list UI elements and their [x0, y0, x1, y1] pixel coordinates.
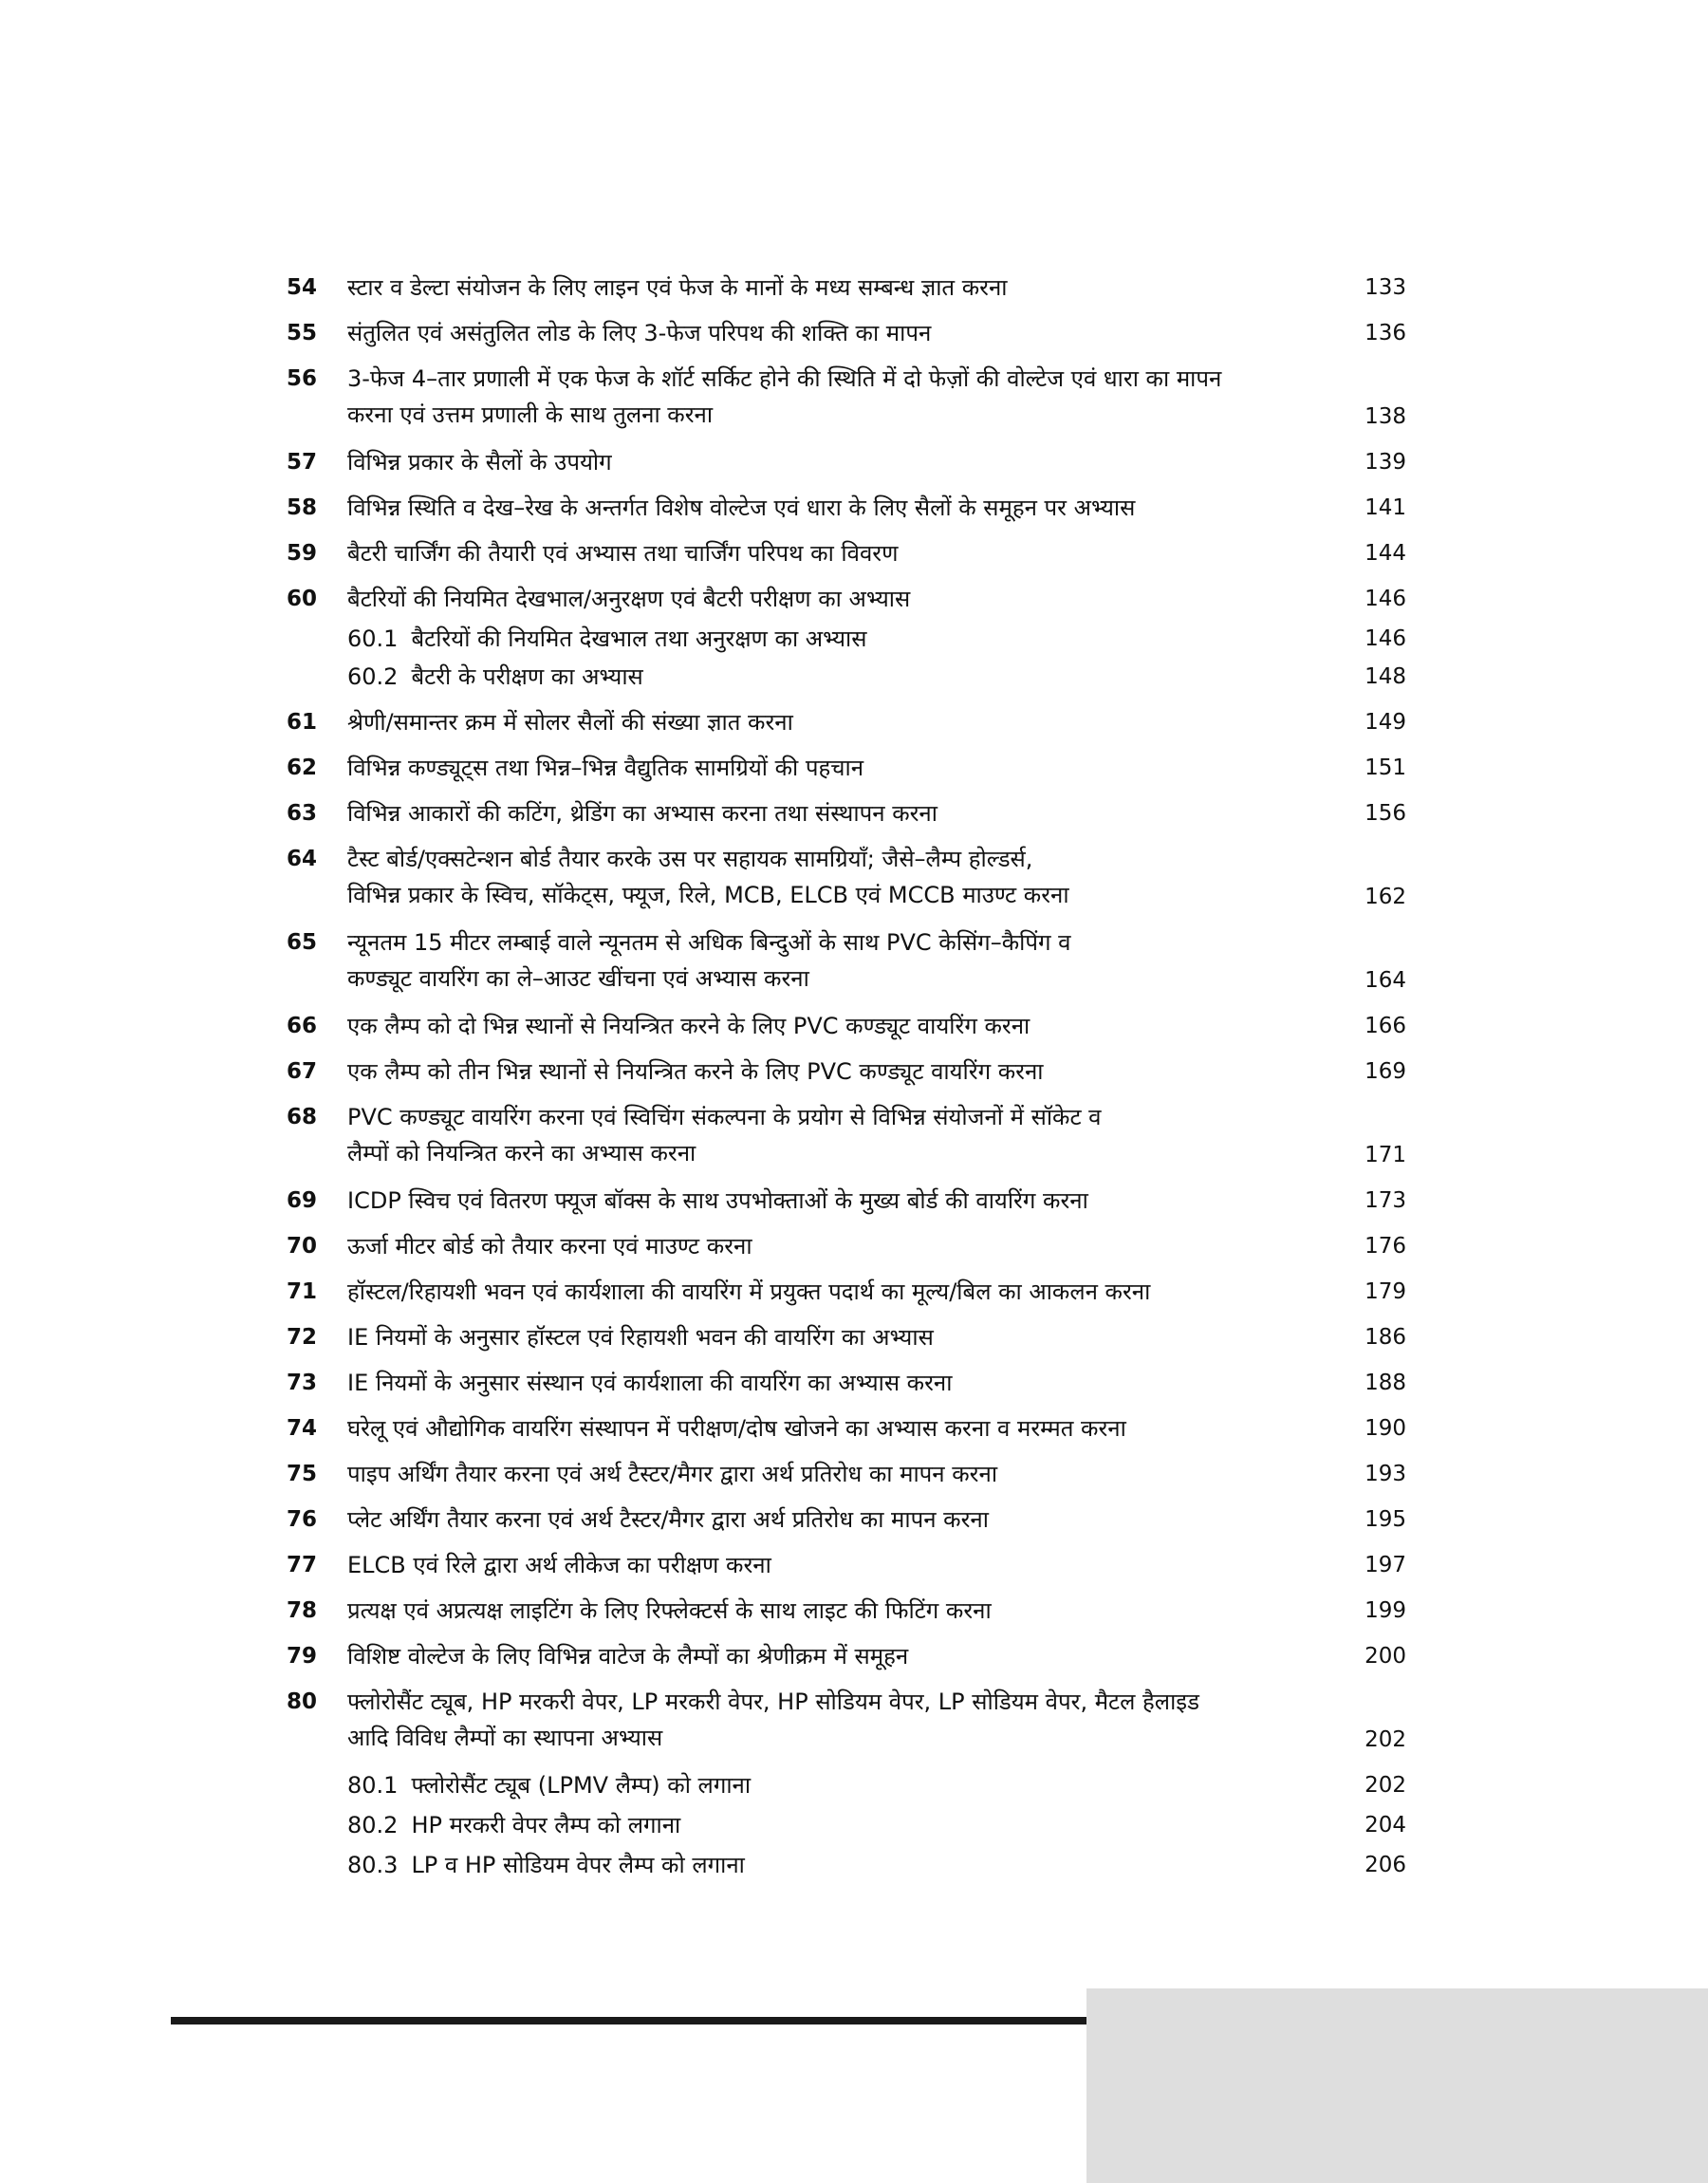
- toc-entry-title: [347, 535, 1334, 571]
- toc-entry-number: 68: [287, 1105, 318, 1129]
- toc-entry: [0, 1773, 1708, 1811]
- toc-entry: [0, 1553, 1708, 1591]
- toc-entry-number: 55: [287, 321, 318, 345]
- toc-entry-line: 3-फेज 4–तार प्रणाली में एक फेज के शॉर्ट सर्किट होने की स्थिति में दो फेज़ों की वोल्टेज एवं धारा का मापन: [347, 365, 1222, 392]
- toc-subentry-number: 60.1: [347, 625, 399, 652]
- toc-entry-line: प्रत्यक्ष एवं अप्रत्यक्ष लाइटिंग के लिए रिफ्लेक्टर्स के साथ लाइट की फिटिंग करना: [347, 1597, 992, 1624]
- toc-entry: [0, 930, 1708, 1006]
- toc-entry-number: 57: [287, 450, 318, 475]
- toc-entry-page: 162: [1365, 885, 1406, 909]
- toc-entry: [0, 450, 1708, 488]
- toc-entry-page: 151: [1365, 756, 1406, 780]
- toc-entry-page: 186: [1365, 1325, 1406, 1350]
- toc-entry-line: एक लैम्प को तीन भिन्न स्थानों से नियन्त्रित करने के लिए PVC कण्ड्यूट वायरिंग करना: [347, 1058, 1044, 1085]
- toc-entry-number: 59: [287, 541, 318, 566]
- toc-entry: [0, 495, 1708, 533]
- toc-entry-line: एक लैम्प को दो भिन्न स्थानों से नियन्त्रित करने के लिए PVC कण्ड्यूट वायरिंग करना: [347, 1013, 1030, 1039]
- toc-entry-line: पाइप अर्थिंग तैयार करना एवं अर्थ टैस्टर/मैगर द्वारा अर्थ प्रतिरोध का मापन करना: [347, 1461, 998, 1487]
- toc-entry: [0, 587, 1708, 625]
- toc-entry-page: 179: [1365, 1279, 1406, 1304]
- toc-entry-title: [347, 1365, 1334, 1401]
- toc-entry-title: [347, 1547, 1334, 1583]
- toc-entry-page: 144: [1365, 541, 1406, 566]
- toc-entry-line: श्रेणी/समान्तर क्रम में सोलर सैलों की संख्या ज्ञात करना: [347, 709, 793, 736]
- toc-entry-number: 76: [287, 1507, 318, 1532]
- toc-entry-page: 141: [1365, 495, 1406, 520]
- toc-entry-title: [347, 1099, 1334, 1171]
- footer-rule: [171, 2017, 1110, 2024]
- toc-entry-title: [347, 444, 1334, 480]
- toc-entry-page: 173: [1365, 1188, 1406, 1213]
- toc-subentry-number: 80.3: [347, 1852, 399, 1878]
- toc-entry-line: विशिष्ट वोल्टेज के लिए विभिन्न वाटेज के लैम्पों का श्रेणीक्रम में समूहन: [347, 1643, 909, 1670]
- toc-entry: [0, 1813, 1708, 1851]
- toc-entry-page: 202: [1365, 1773, 1406, 1798]
- toc-entry-title: [347, 1684, 1334, 1756]
- toc-entry-page: 199: [1365, 1598, 1406, 1623]
- toc-entry-line: टैस्ट बोर्ड/एक्सटेन्शन बोर्ड तैयार करके उस पर सहायक सामग्रियाँ; जैसे–लैम्प होल्डर्स,: [347, 846, 1033, 872]
- toc-entry: [0, 756, 1708, 793]
- toc-entry: [0, 1371, 1708, 1409]
- toc-entry-page: 146: [1365, 587, 1406, 611]
- toc-entry-number: 73: [287, 1371, 318, 1395]
- toc-entry-line: बैटरियों की नियमित देखभाल तथा अनुरक्षण का अभ्यास: [411, 625, 867, 652]
- toc-entry-title: [347, 704, 1334, 740]
- toc-entry-page: 200: [1365, 1644, 1406, 1669]
- toc-entry-page: 193: [1365, 1462, 1406, 1486]
- toc-entry: [0, 275, 1708, 313]
- toc-entry-page: 190: [1365, 1416, 1406, 1441]
- toc-entry-title: [347, 315, 1334, 351]
- toc-entry: [0, 1689, 1708, 1765]
- toc-subentry-number: 80.2: [347, 1812, 399, 1838]
- toc-entry-line: बैटरी चार्जिंग की तैयारी एवं अभ्यास तथा चार्जिंग परिपथ का विवरण: [347, 540, 899, 567]
- toc-entry-line: बैटरियों की नियमित देखभाल/अनुरक्षण एवं बैटरी परीक्षण का अभ्यास: [347, 586, 911, 612]
- toc-entry-title: [347, 1054, 1334, 1090]
- toc-entry-line: PVC कण्ड्यूट वायरिंग करना एवं स्विचिंग संकल्पना के प्रयोग से विभिन्न संयोजनों में सॉकेट व: [347, 1104, 1102, 1130]
- toc-entry-line: लैम्पों को नियन्त्रित करने का अभ्यास करना: [347, 1140, 696, 1166]
- toc-entry: [0, 1644, 1708, 1682]
- toc-entry-title: [347, 1638, 1334, 1674]
- toc-entry-title: [347, 1502, 1334, 1538]
- footer-grey-box: [1086, 1988, 1708, 2183]
- toc-entry: [0, 1234, 1708, 1272]
- toc-entry-line: कण्ड्यूट वायरिंग का ले–आउट खींचना एवं अभ्यास करना: [347, 965, 809, 992]
- toc-entry: [0, 664, 1708, 702]
- toc-entry-number: 62: [287, 756, 318, 780]
- toc-entry: [0, 847, 1708, 923]
- toc-entry-line: विभिन्न आकारों की कटिंग, थ्रेडिंग का अभ्यास करना तथा संस्थापन करना: [347, 800, 938, 827]
- toc-entry: [0, 321, 1708, 359]
- toc-entry-page: 197: [1365, 1553, 1406, 1577]
- toc-entry-page: 202: [1365, 1727, 1406, 1752]
- toc-entry: [0, 1014, 1708, 1052]
- toc-entry: [0, 1507, 1708, 1545]
- toc-entry-line: करना एवं उत्तम प्रणाली के साथ तुलना करना: [347, 401, 714, 428]
- toc-entry-title: [347, 841, 1334, 913]
- toc-entry-title: [347, 1183, 1334, 1219]
- toc-subentry-number: 60.2: [347, 663, 399, 690]
- toc-entry-title: [347, 750, 1334, 786]
- toc-entry-number: 69: [287, 1188, 318, 1213]
- toc-entry-title: [347, 1319, 1334, 1355]
- toc-entry-line: विभिन्न प्रकार के स्विच, सॉकेट्स, फ्यूज, रिले, MCB, ELCB एवं MCCB माउण्ट करना: [347, 882, 1069, 908]
- toc-entry-page: 156: [1365, 801, 1406, 826]
- toc-entry: [0, 1853, 1708, 1891]
- toc-entry: [0, 366, 1708, 442]
- toc-entry-title: [347, 361, 1334, 433]
- toc-entry-title: [347, 1274, 1334, 1310]
- toc-entry-title: [347, 924, 1334, 997]
- toc-entry-number: 60: [287, 587, 318, 611]
- toc-entry-line: न्यूनतम 15 मीटर लम्बाई वाले न्यूनतम से अधिक बिन्दुओं के साथ PVC केसिंग–कैपिंग व: [347, 929, 1071, 956]
- toc-entry-page: 139: [1365, 450, 1406, 475]
- toc-subentry-number: 80.1: [347, 1772, 399, 1799]
- toc-entry: [0, 1059, 1708, 1097]
- toc-entry-title: [347, 1593, 1334, 1629]
- toc-entry: [0, 541, 1708, 579]
- toc-entry-page: 166: [1365, 1014, 1406, 1038]
- toc-entry-line: LP व HP सोडियम वेपर लैम्प को लगाना: [411, 1852, 745, 1878]
- toc-entry-number: 58: [287, 495, 318, 520]
- toc-entry-line: IE नियमों के अनुसार हॉस्टल एवं रिहायशी भवन की वायरिंग का अभ्यास: [347, 1324, 934, 1351]
- toc-entry-title: [347, 270, 1334, 306]
- toc-entry-line: फ्लोरोसैंट ट्यूब, HP मरकरी वेपर, LP मरकरी वेपर, HP सोडियम वेपर, LP सोडियम वेपर, मैटल हैलाइड: [347, 1689, 1199, 1715]
- toc-entry: [0, 1279, 1708, 1317]
- toc-entry: [0, 801, 1708, 839]
- toc-entry-title: [347, 621, 1334, 657]
- toc-entry-title: [347, 1767, 1334, 1803]
- toc-entry: [0, 1416, 1708, 1454]
- toc-entry-line: आदि विविध लैम्पों का स्थापना अभ्यास: [347, 1725, 663, 1751]
- toc-entry-title: [347, 1807, 1334, 1843]
- toc-entry-page: 206: [1365, 1853, 1406, 1877]
- toc-entry-number: 72: [287, 1325, 318, 1350]
- toc-entry-number: 71: [287, 1279, 318, 1304]
- toc-entry-line: फ्लोरोसैंट ट्यूब (LPMV लैम्प) को लगाना: [411, 1772, 752, 1799]
- toc-entry-page: 148: [1365, 664, 1406, 689]
- toc-entry-line: बैटरी के परीक्षण का अभ्यास: [411, 663, 643, 690]
- toc-entry-number: 54: [287, 275, 318, 300]
- toc-entry-line: स्टार व डेल्टा संयोजन के लिए लाइन एवं फेज के मानों के मध्य सम्बन्ध ज्ञात करना: [347, 274, 1008, 301]
- toc-entry: [0, 1462, 1708, 1500]
- toc-entry-number: 78: [287, 1598, 318, 1623]
- toc-entry-page: 188: [1365, 1371, 1406, 1395]
- toc-entry-page: 195: [1365, 1507, 1406, 1532]
- toc-entry-title: [347, 490, 1334, 526]
- toc-entry-line: ICDP स्विच एवं वितरण फ्यूज बॉक्स के साथ उपभोक्ताओं के मुख्य बोर्ड की वायरिंग करना: [347, 1187, 1088, 1214]
- toc-entry-line: घरेलू एवं औद्योगिक वायरिंग संस्थापन में परीक्षण/दोष खोजने का अभ्यास करना व मरम्मत करना: [347, 1415, 1126, 1442]
- toc-entry-number: 61: [287, 710, 318, 735]
- toc-entry-title: [347, 581, 1334, 617]
- toc-entry-line: हॉस्टल/रिहायशी भवन एवं कार्यशाला की वायरिंग में प्रयुक्त पदार्थ का मूल्य/बिल का आकलन करना: [347, 1278, 1151, 1305]
- toc-entry-number: 75: [287, 1462, 318, 1486]
- toc-entry-number: 64: [287, 847, 318, 871]
- toc-entry-number: 70: [287, 1234, 318, 1259]
- toc-entry-number: 77: [287, 1553, 318, 1577]
- toc-entry-page: 169: [1365, 1059, 1406, 1084]
- toc-entry-title: [347, 1228, 1334, 1264]
- toc-entry: [0, 1325, 1708, 1363]
- toc-entry-line: HP मरकरी वेपर लैम्प को लगाना: [411, 1812, 681, 1838]
- toc-entry-line: विभिन्न स्थिति व देख–रेख के अन्तर्गत विशेष वोल्टेज एवं धारा के लिए सैलों के समूहन पर अभ्यास: [347, 494, 1136, 521]
- toc-entry: [0, 1188, 1708, 1226]
- toc-entry-number: 80: [287, 1689, 318, 1714]
- toc-entry-page: 176: [1365, 1234, 1406, 1259]
- toc-entry-page: 146: [1365, 626, 1406, 651]
- toc-entry: [0, 710, 1708, 748]
- toc-entry-page: 133: [1365, 275, 1406, 300]
- toc-entry-number: 74: [287, 1416, 318, 1441]
- toc-entry-line: IE नियमों के अनुसार संस्थान एवं कार्यशाला की वायरिंग का अभ्यास करना: [347, 1370, 953, 1396]
- toc-entry-page: 164: [1365, 968, 1406, 993]
- toc-entry-title: [347, 1008, 1334, 1044]
- toc-entry-line: विभिन्न कण्ड्यूट्स तथा भिन्न–भिन्न वैद्युतिक सामग्रियों की पहचान: [347, 755, 864, 781]
- toc-entry-number: 79: [287, 1644, 318, 1669]
- toc-entry-page: 136: [1365, 321, 1406, 345]
- toc-entry: [0, 1598, 1708, 1636]
- toc-entry-page: 149: [1365, 710, 1406, 735]
- toc-entry-line: ऊर्जा मीटर बोर्ड को तैयार करना एवं माउण्ट करना: [347, 1233, 752, 1259]
- toc-entry-line: संतुलित एवं असंतुलित लोड के लिए 3-फेज परिपथ की शक्ति का मापन: [347, 320, 932, 346]
- toc-entry-number: 66: [287, 1014, 318, 1038]
- toc-entry-title: [347, 1410, 1334, 1446]
- toc-entry-title: [347, 659, 1334, 695]
- toc-entry-page: 138: [1365, 404, 1406, 429]
- toc-entry-title: [347, 795, 1334, 831]
- toc-entry-number: 67: [287, 1059, 318, 1084]
- toc-entry-title: [347, 1456, 1334, 1492]
- toc-entry-page: 204: [1365, 1813, 1406, 1838]
- toc-entry-number: 65: [287, 930, 318, 955]
- toc-entry-line: विभिन्न प्रकार के सैलों के उपयोग: [347, 449, 612, 476]
- toc-entry-number: 56: [287, 366, 318, 391]
- toc-entry-number: 63: [287, 801, 318, 826]
- toc-entry: [0, 1105, 1708, 1181]
- toc-entry-line: ELCB एवं रिले द्वारा अर्थ लीकेज का परीक्षण करना: [347, 1552, 771, 1578]
- toc-entry-page: 171: [1365, 1143, 1406, 1167]
- toc-entry-line: प्लेट अर्थिंग तैयार करना एवं अर्थ टैस्टर/मैगर द्वारा अर्थ प्रतिरोध का मापन करना: [347, 1506, 989, 1533]
- toc-entry-title: [347, 1847, 1334, 1883]
